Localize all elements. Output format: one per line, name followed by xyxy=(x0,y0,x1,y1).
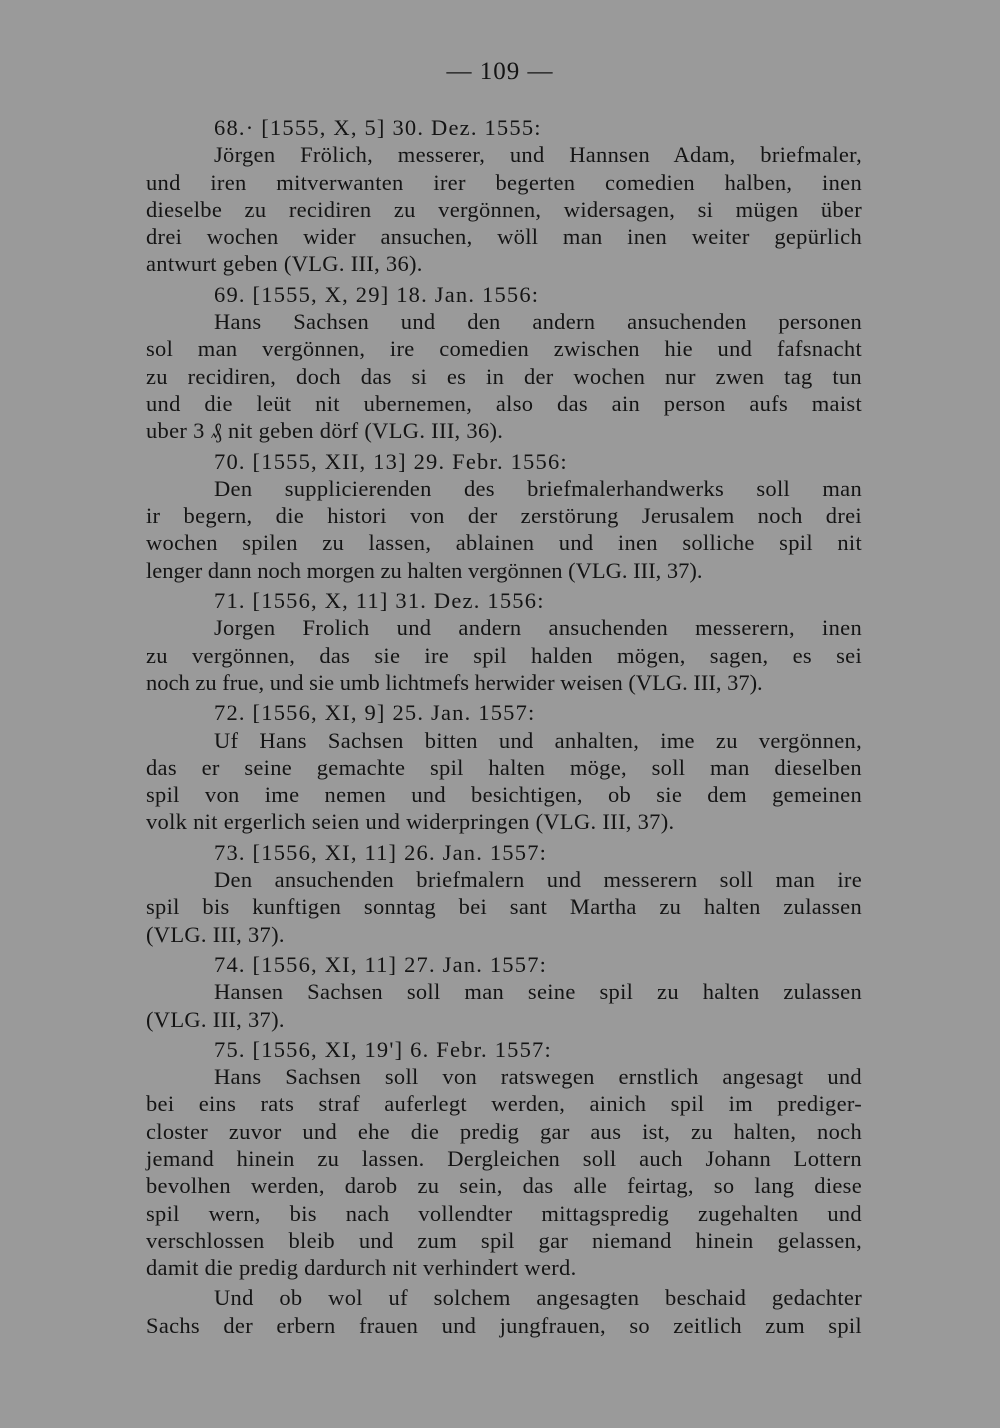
document-body xyxy=(146,114,862,1342)
text-line: Jörgen Frölich, messerer, und Hannsen Adam, briefmaler, xyxy=(214,142,862,168)
entry-75 xyxy=(146,1036,862,1282)
text-line: volk nit ergerlich seien und widerpringen (VLG. III, 37). xyxy=(146,809,675,835)
text-line: (VLG. III, 37). xyxy=(146,921,285,947)
entry-73 xyxy=(146,839,862,948)
entry-heading: 74. [1556, XI, 11] 27. Jan. 1557: xyxy=(214,951,548,977)
text-line: Uf Hans Sachsen bitten und anhalten, ime zu vergönnen, xyxy=(214,727,862,753)
entry-68 xyxy=(146,114,862,278)
entry-74 xyxy=(146,951,862,1033)
text-line: jemand hinein zu lassen. Dergleichen soll auch Johann Lottern xyxy=(146,1145,862,1171)
text-line: noch zu frue, und sie umb lichtmefs herwider weisen (VLG. III, 37). xyxy=(146,669,763,695)
text-line: dieselbe zu recidiren zu vergönnen, widersagen, si mügen über xyxy=(146,196,862,222)
text-line: antwurt geben (VLG. III, 36). xyxy=(146,251,423,277)
entry-69 xyxy=(146,281,862,445)
text-line: verschlossen bleib und zum spil gar niemand hinein gelassen, xyxy=(146,1227,862,1253)
text-line: spil wern, bis nach vollendter mittagspredig zugehalten und xyxy=(146,1200,862,1226)
text-line: damit die predig dardurch nit verhindert werd. xyxy=(146,1255,577,1281)
entry-heading: 71. [1556, X, 11] 31. Dez. 1556: xyxy=(214,588,545,614)
text-line: Den supplicierenden des briefmalerhandwerks soll man xyxy=(214,475,862,501)
entry-heading: 69. [1555, X, 29] 18. Jan. 1556: xyxy=(214,281,540,307)
text-line: spil von ime nemen und besichtigen, ob sie dem gemeinen xyxy=(146,782,862,808)
entry-71 xyxy=(146,587,862,696)
text-line: sol man vergönnen, ire comedien zwischen hie und fafsnacht xyxy=(146,336,862,362)
text-line: bevolhen werden, darob zu sein, das alle feirtag, so lang diese xyxy=(146,1173,862,1199)
text-line: Sachs der erbern frauen und jungfrauen, so zeitlich zum spil xyxy=(146,1312,862,1338)
entry-heading: 73. [1556, XI, 11] 26. Jan. 1557: xyxy=(214,839,548,865)
text-line: ir begern, die histori von der zerstörung Jerusalem noch drei xyxy=(146,503,862,529)
text-line: spil bis kunftigen sonntag bei sant Martha zu halten zulassen xyxy=(146,894,862,920)
text-line: zu vergönnen, das sie ire spil halden mögen, sagen, es sei xyxy=(146,642,862,668)
text-line: Den ansuchenden briefmalern und messerern soll man ire xyxy=(214,867,862,893)
text-line: das er seine gemachte spil halten möge, soll man dieselben xyxy=(146,754,862,780)
text-line: Hans Sachsen und den andern ansuchenden personen xyxy=(214,309,862,335)
text-line: closter zuvor und ehe die predig gar aus ist, zu halten, noch xyxy=(146,1118,862,1144)
closing-paragraph xyxy=(146,1284,862,1339)
entry-72 xyxy=(146,699,862,835)
text-line: Jorgen Frolich und andern ansuchenden messerern, inen xyxy=(214,615,862,641)
entry-heading: 68.· [1555, X, 5] 30. Dez. 1555: xyxy=(214,115,542,140)
text-line: Und ob wol uf solchem angesagten beschaid gedachter xyxy=(214,1285,862,1311)
entry-heading: 70. [1555, XII, 13] 29. Febr. 1556: xyxy=(214,448,568,474)
entry-heading: 72. [1556, XI, 9] 25. Jan. 1557: xyxy=(214,700,536,726)
text-line: lenger dann noch morgen zu halten vergönnen (VLG. III, 37). xyxy=(146,557,703,583)
entry-70 xyxy=(146,448,862,584)
text-line: Hansen Sachsen soll man seine spil zu halten zulassen xyxy=(214,979,862,1005)
text-line: wochen spilen zu lassen, ablainen und inen solliche spil nit xyxy=(146,530,862,556)
text-line: zu recidiren, doch das si es in der wochen nur zwen tag tun xyxy=(146,363,862,389)
text-line: (VLG. III, 37). xyxy=(146,1006,285,1032)
text-line: bei eins rats straf auferlegt werden, ainich spil im prediger- xyxy=(146,1091,862,1117)
entry-heading: 75. [1556, XI, 19'] 6. Febr. 1557: xyxy=(214,1036,552,1062)
page-number: — 109 — xyxy=(446,58,554,85)
text-line: Hans Sachsen soll von ratswegen ernstlich angesagt und xyxy=(214,1064,862,1090)
text-line: und die leüt nit ubernemen, also das ain person aufs maist xyxy=(146,390,862,416)
text-line: uber 3 ₰ nit geben dörf (VLG. III, 36). xyxy=(146,418,504,444)
text-line: und iren mitverwanten irer begerten comedien halben, inen xyxy=(146,169,862,195)
text-line: drei wochen wider ansuchen, wöll man inen weiter gepürlich xyxy=(146,224,862,250)
